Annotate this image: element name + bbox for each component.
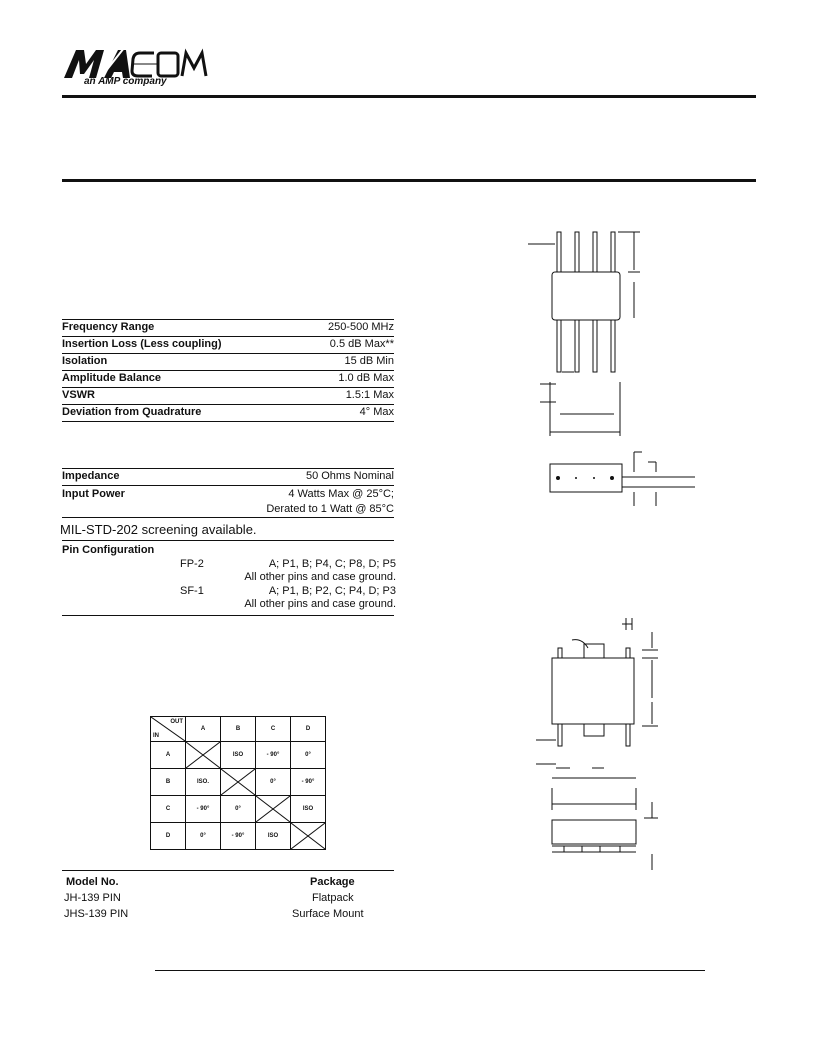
header-rule-bottom [62, 179, 756, 182]
package-header: Package [310, 876, 355, 888]
matrix-cell: - 90° [256, 742, 291, 769]
matrix-cell: ISO. [186, 769, 221, 796]
matrix-corner [151, 717, 186, 742]
matrix-row-header: B [151, 769, 186, 796]
matrix-cell: ISO [291, 796, 326, 823]
matrix-in-label: IN [153, 733, 159, 739]
surface-mount-outline-drawing [496, 618, 696, 878]
matrix-cell: 0° [291, 742, 326, 769]
spec-label: Deviation from Quadrature [62, 406, 202, 418]
matrix-cell: ISO [256, 823, 291, 850]
logo-mark [62, 44, 212, 80]
input-power-value-2: Derated to 1 Watt @ 85°C [266, 503, 394, 515]
matrix-col-header: C [256, 717, 291, 742]
matrix-row-header: A [151, 742, 186, 769]
spec-label: Insertion Loss (Less coupling) [62, 338, 222, 350]
matrix-cell-isolated [256, 796, 291, 823]
spec-label: VSWR [62, 389, 95, 401]
ratings-bottom-rule [62, 517, 394, 518]
impedance-value: 50 Ohms Nominal [305, 470, 394, 482]
screening-note: MIL-STD-202 screening available. [60, 522, 257, 537]
pin-config-rule [62, 615, 394, 616]
spec-value: 250-500 MHz [327, 321, 394, 333]
matrix-cell: - 90° [291, 769, 326, 796]
spec-label: Amplitude Balance [62, 372, 162, 384]
matrix-row-header: D [151, 823, 186, 850]
matrix-cell: 0° [221, 796, 256, 823]
pin-config-pins: A; P1, B; P4, C; P8, D; P5 [268, 558, 396, 570]
matrix-cell: 0° [256, 769, 291, 796]
input-power-label: Input Power [62, 488, 125, 500]
matrix-header-row [151, 717, 326, 742]
matrix-col-header: B [221, 717, 256, 742]
matrix-col-header: D [291, 717, 326, 742]
pin-config-pkg: FP-2 [180, 558, 204, 570]
model-header: Model No. [66, 876, 119, 888]
spec-value: 1.5:1 Max [345, 389, 394, 401]
matrix-cell: 0° [186, 823, 221, 850]
matrix-cell-isolated [221, 769, 256, 796]
spec-row [62, 337, 394, 354]
matrix-cell-isolated [186, 742, 221, 769]
spec-value: 15 dB Min [344, 355, 394, 367]
spec-row [62, 371, 394, 388]
matrix-row [151, 823, 326, 850]
screening-rule [62, 540, 394, 541]
model-table-rule [62, 870, 394, 871]
matrix-cell: - 90° [186, 796, 221, 823]
pin-config-title: Pin Configuration [62, 544, 155, 556]
spec-value: 0.5 dB Max** [329, 338, 394, 350]
matrix-col-header: A [186, 717, 221, 742]
spec-row [62, 405, 394, 422]
impedance-label: Impedance [62, 470, 120, 482]
spec-value: 4° Max [359, 406, 394, 418]
package-type: Flatpack [312, 892, 354, 904]
pin-config-note: All other pins and case ground. [244, 571, 396, 583]
impedance-row [62, 469, 394, 486]
package-type: Surface Mount [292, 908, 364, 920]
logo-tagline: an AMP company [84, 76, 167, 87]
matrix-row-header: C [151, 796, 186, 823]
model-number: JHS-139 PIN [64, 908, 129, 920]
pin-config-pkg: SF-1 [180, 585, 204, 597]
footer-rule [155, 970, 705, 971]
company-logo [62, 44, 212, 92]
header-rule-top [62, 95, 756, 98]
spec-row [62, 354, 394, 371]
matrix-cell: - 90° [221, 823, 256, 850]
input-power-value-1: 4 Watts Max @ 25°C; [288, 488, 394, 500]
matrix-cell-isolated [291, 823, 326, 850]
flatpack-outline-drawing [500, 222, 700, 512]
matrix-row [151, 769, 326, 796]
matrix-row [151, 796, 326, 823]
matrix-row [151, 742, 326, 769]
spec-value: 1.0 dB Max [338, 372, 394, 384]
model-number: JH-139 PIN [64, 892, 121, 904]
matrix-out-label: OUT [170, 719, 183, 725]
matrix-cell: ISO [221, 742, 256, 769]
spec-row [62, 388, 394, 405]
phase-matrix [150, 716, 326, 850]
spec-label: Frequency Range [62, 321, 155, 333]
pin-config-note: All other pins and case ground. [244, 598, 396, 610]
pin-config-pins: A; P1, B; P2, C; P4, D; P3 [268, 585, 396, 597]
spec-row [62, 320, 394, 337]
spec-label: Isolation [62, 355, 108, 367]
